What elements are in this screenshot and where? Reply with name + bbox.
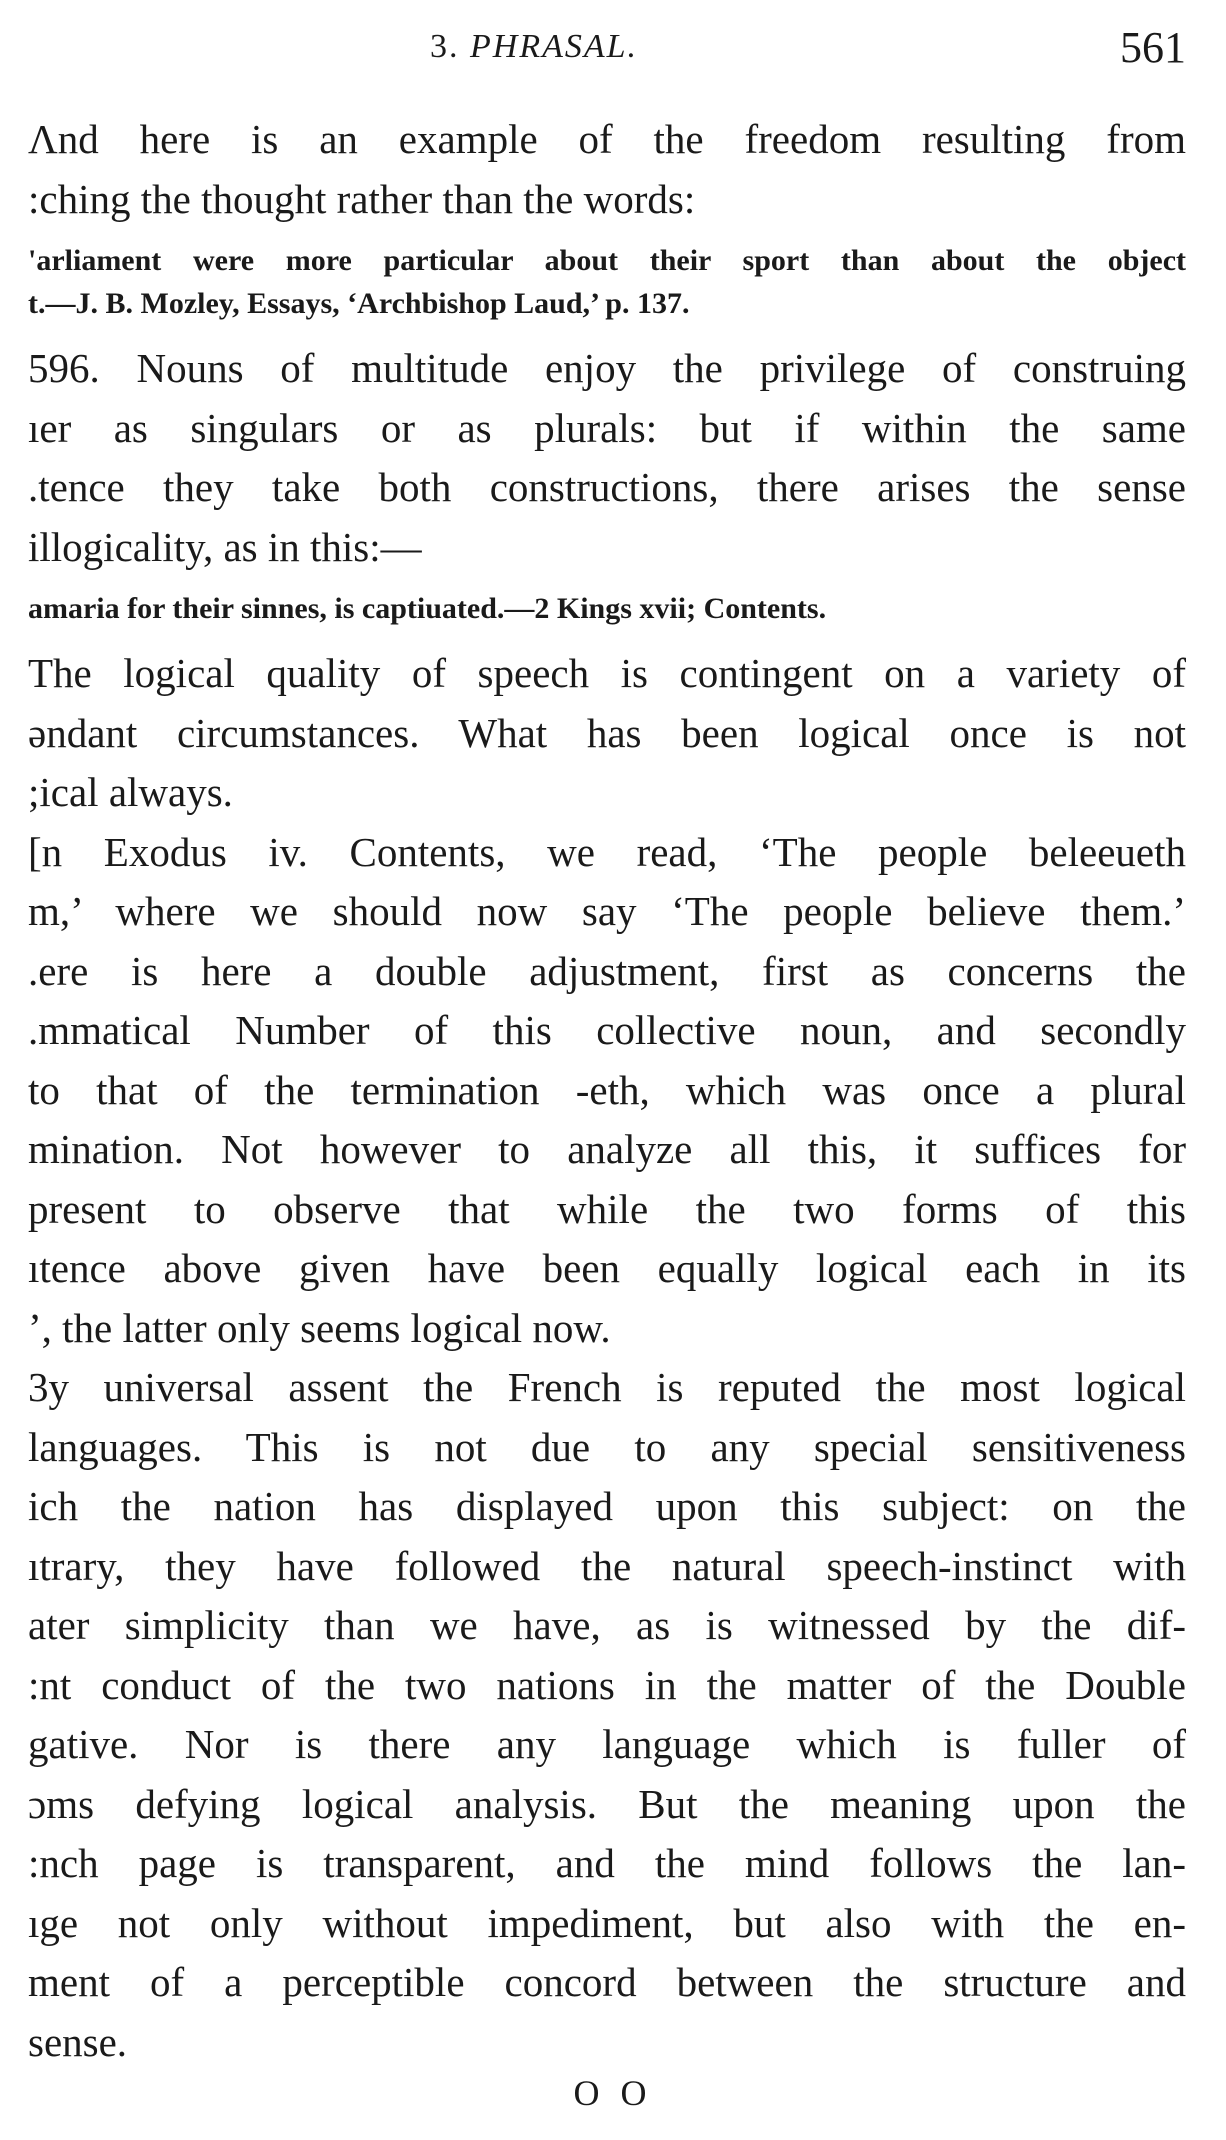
page-header: [0, 22, 1226, 82]
text-line: ment of a perceptible concord between the structure and: [28, 1959, 1186, 2005]
text-line: əndant circumstances. What has been logical once is not: [28, 709, 1186, 756]
text-line: ater simplicity than we have, as is witnessed by the dif-: [28, 1602, 1186, 1648]
text-line: sense.: [28, 2018, 128, 2065]
paragraph-3: [0, 644, 1186, 823]
text-line: ʼ, the latter only seems logical now.: [28, 1304, 611, 1351]
text-line: :nch page is transparent, and the mind follows the lan-: [28, 1840, 1186, 1886]
text-line: :nt conduct of the two nations in the matter of the Double: [28, 1661, 1186, 1708]
text-line: [n Exodus iv. Contents, we read, ‘The people beleeueth: [28, 828, 1186, 875]
text-line: .ere is here a double adjustment, first as concerns the: [28, 947, 1186, 994]
running-head: [430, 28, 638, 66]
text-line: 3y universal assent the French is reputed the most logical: [28, 1364, 1186, 1410]
block-quote-1: [0, 239, 1186, 325]
text-line: gative. Nor is there any language which is fuller of: [28, 1721, 1186, 1767]
quote-line: t.—J. B. Mozley, Essays, ‘Archbishop Laud,’ p. 137.: [28, 287, 690, 320]
block-quote-2: [0, 587, 1186, 630]
text-line: .tence they take both constructions, there arises the sense: [28, 464, 1186, 510]
text-line: ıer as singulars or as plurals: but if within the same: [28, 404, 1186, 451]
text-line: ıtence above given have been equally logical each in its: [28, 1245, 1186, 1291]
text-line: The logical quality of speech is contingent on a variety of: [28, 650, 1186, 696]
paragraph-596: [0, 339, 1186, 577]
section-title: PHRASAL.: [470, 28, 639, 65]
signature-mark: O O: [573, 2073, 653, 2113]
text-line: ıtrary, they have followed the natural speech-instinct with: [28, 1542, 1186, 1589]
text-line: present to observe that while the two forms of this: [28, 1185, 1186, 1232]
text-line: ich the nation has displayed upon this subject: on the: [28, 1483, 1186, 1529]
text-line: ıge not only without impediment, but also with the en-: [28, 1899, 1186, 1946]
quote-line: amaria for their sinnes, is captiuated.—2 Kings xvii; Contents.: [28, 592, 827, 625]
text-line: mination. Not however to analyze all this, it suffices for: [28, 1126, 1186, 1172]
text-line: ;ical always.: [28, 769, 233, 815]
text-line: to that of the termination -eth, which was once a plural: [28, 1066, 1186, 1113]
text-line: illogicality, as in this:—: [28, 523, 422, 570]
page-body: [0, 110, 1186, 2072]
text-line: :ching the thought rather than the words:: [28, 175, 696, 222]
text-line: ɔms defying logical analysis. But the meaning upon the: [28, 1780, 1186, 1827]
text-line: Ʌnd here is an example of the freedom resulting from: [28, 116, 1186, 162]
paragraph-1: [0, 110, 1186, 229]
text-line: languages. This is not due to any special sensitiveness: [28, 1423, 1186, 1470]
text-line: m,’ where we should now say ‘The people believe them.’: [28, 888, 1186, 934]
text-line: 596. Nouns of multitude enjoy the privilege of construing: [28, 345, 1186, 391]
paragraph-5: [0, 1358, 1186, 2072]
page-number: 561: [1120, 23, 1186, 72]
paragraph-4: [0, 823, 1186, 1359]
text-line: .mmatical Number of this collective noun, and secondly: [28, 1007, 1186, 1053]
section-number: 3.: [430, 28, 460, 65]
quote-line: 'arliament were more particular about their sport than about the object: [28, 244, 1186, 277]
